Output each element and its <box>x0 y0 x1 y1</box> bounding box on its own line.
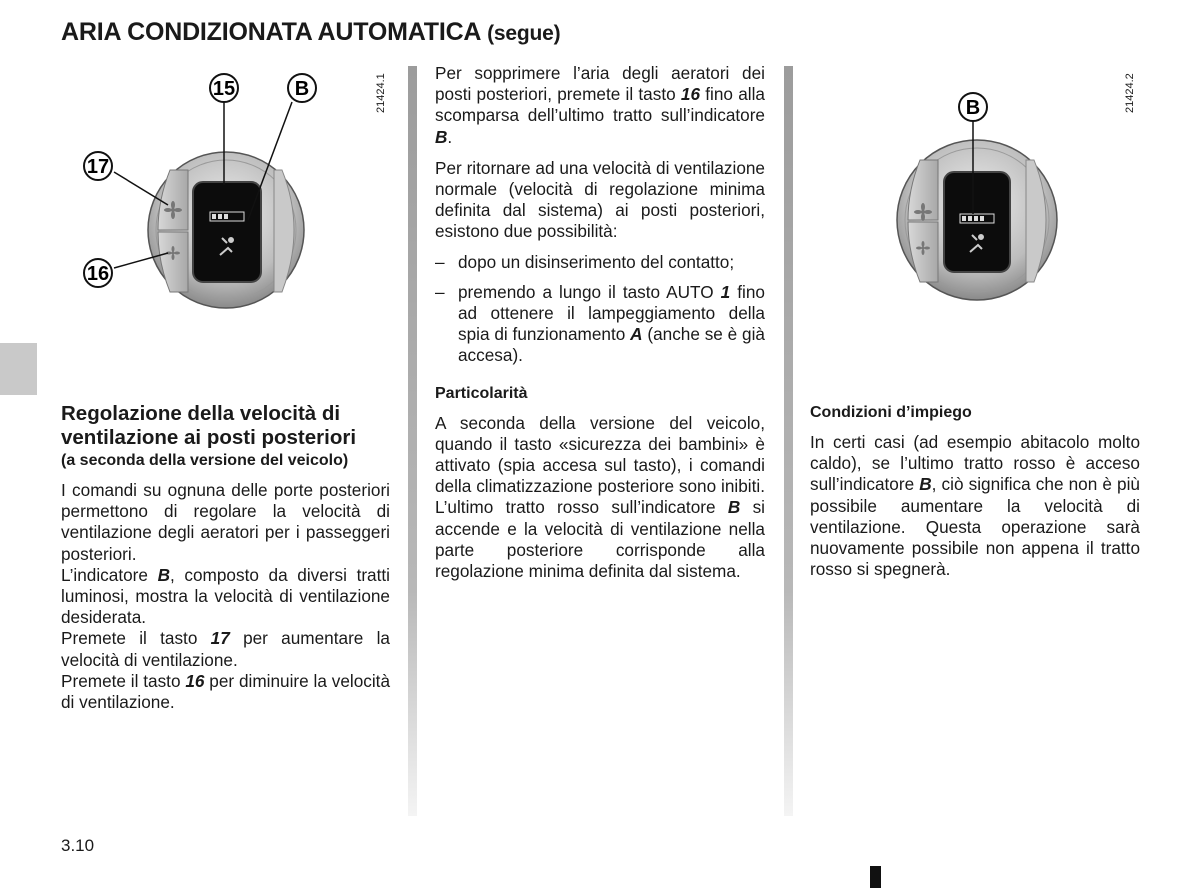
column-2 <box>435 63 765 582</box>
label-15: 15 <box>212 78 236 100</box>
column-divider-1 <box>408 66 417 816</box>
label-b: B <box>965 97 981 119</box>
page-edge-marker <box>870 866 881 888</box>
label-16: 16 <box>86 263 110 285</box>
section-heading: Condizioni d’impiego <box>810 404 972 421</box>
paragraph: A seconda della versione del veicolo, quando il tasto «sicurezza dei bambini» è attivato (spia accesa sul tasto), i comandi della climatizzazione posteriore sono inibiti. L’ultimo tratto rosso sull’indicatore B si accende e la velocità di ventilazione nella parte posteriore corrisponde alla regolazione minima definita dal sistema. <box>435 412 765 582</box>
column-1 <box>61 402 390 713</box>
column-3 <box>810 402 1140 580</box>
label-b: B <box>294 78 310 100</box>
page-title <box>61 18 560 47</box>
list-item: – dopo un disinserimento del contatto; <box>435 251 735 272</box>
page-title-text: ARIA CONDIZIONATA AUTOMATICA <box>61 18 481 46</box>
paragraph: Per sopprimere l’aria degli aeratori dei posti posteriori, premete il tasto 16 fino alla scomparsa dell’ultimo tratto sull’indicatore B. <box>435 63 765 147</box>
paragraph: In certi casi (ad esempio abitacolo molto caldo), se l’ultimo tratto rosso è acceso sull’indicatore B, ciò significa che non è più possibile aumentare la velocità di ventilazione. Questa operazione sarà nuovamente possibile non appena il tratto rosso si spegnerà. <box>810 432 1140 580</box>
page-number: 3.10 <box>61 836 95 855</box>
figure-id-2: 21424.2 <box>1124 73 1136 113</box>
label-17: 17 <box>86 156 110 178</box>
section-subheading: (a seconda della versione del veicolo) <box>61 452 349 469</box>
figure-control-panel-2 <box>880 80 1080 320</box>
paragraph: Premete il tasto 16 per diminuire la velocità di ventilazione. <box>61 670 391 713</box>
section-heading: Particolarità <box>435 384 528 402</box>
paragraph: L’indicatore B, composto da diversi tratti luminosi, mostra la velocità di ventilazione desiderata. <box>61 564 390 628</box>
page-title-suffix: (segue) <box>487 22 561 45</box>
figure-id-1: 21424.1 <box>375 73 387 113</box>
section-heading: Regolazione della velocità di ventilazione ai posti posteriori <box>61 402 357 449</box>
chapter-tab <box>0 343 37 395</box>
paragraph: Premete il tasto 17 per aumentare la velocità di ventilazione. <box>61 628 390 670</box>
figure-control-panel-1 <box>60 60 400 320</box>
column-divider-2 <box>784 66 793 816</box>
paragraph: I comandi su ognuna delle porte posteriori permettono di regolare la velocità di ventilazione degli aeratori per i passeggeri posteriori. <box>61 480 390 564</box>
paragraph: Per ritornare ad una velocità di ventilazione normale (velocità di regolazione minima definita dal sistema) ai posti posteriori, esistono due possibilità: <box>435 157 765 242</box>
list-item: – premendo a lungo il tasto AUTO 1 fino ad ottenere il lampeggiamento della spia di funzionamento A (anche se è già accesa). <box>435 281 765 366</box>
